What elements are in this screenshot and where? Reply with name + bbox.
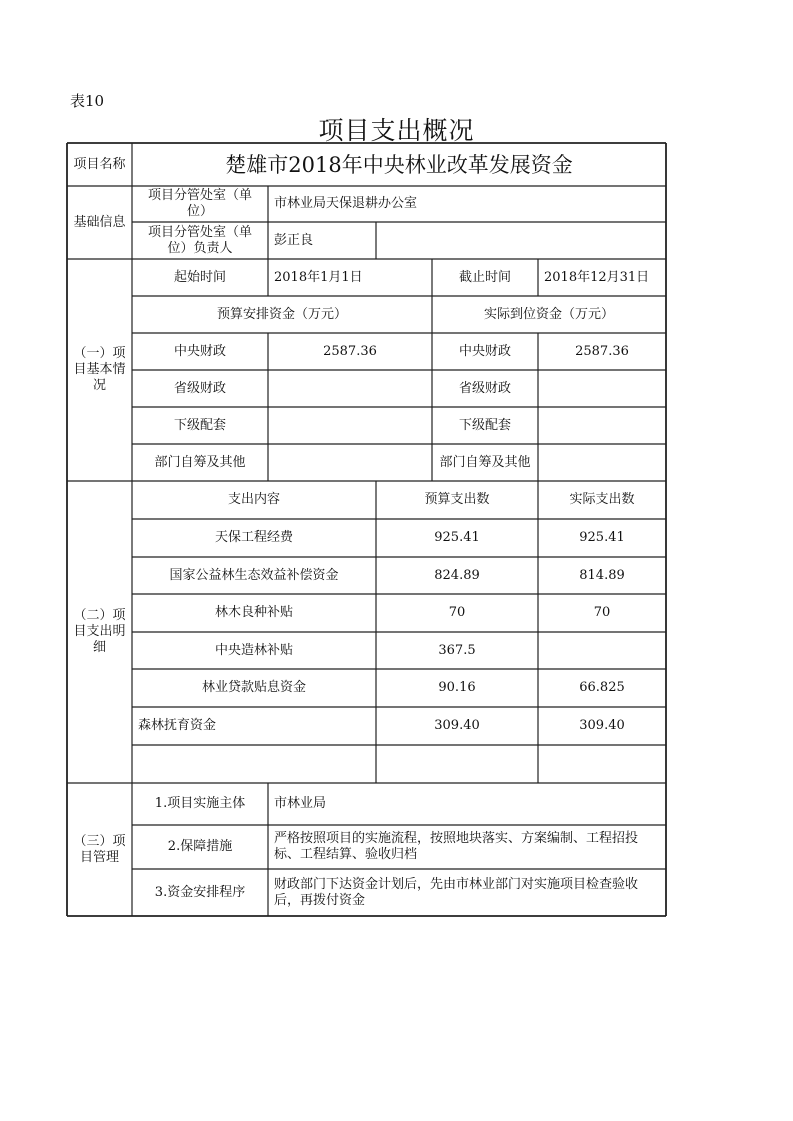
expense-budget: 367.5	[438, 642, 476, 658]
expense-content: 森林抚育资金	[138, 718, 217, 733]
expense-content: 林业贷款贴息资金	[201, 680, 306, 695]
management-section-label: （三）项目管理	[73, 833, 126, 865]
head-label: 项目分管处室（单位）负责人	[147, 224, 252, 256]
expense-budget: 70	[448, 605, 466, 620]
management-item-label: 2.保障措施	[167, 839, 233, 854]
expense-content: 中央造林补贴	[214, 642, 293, 658]
expense-actual: 814.89	[579, 567, 625, 583]
funding-source-label: 中央财政	[173, 343, 226, 359]
basic-situation-section-label: （一）项目基本情况	[73, 346, 126, 393]
funding-source-label: 省级财政	[173, 380, 226, 396]
expense-budget: 309.40	[434, 718, 480, 733]
dept-value: 市林业局天保退耕办公室	[274, 196, 418, 211]
budget-amount	[268, 370, 432, 407]
funding-source-label: 下级配套	[173, 417, 226, 433]
project-name-value: 楚雄市2018年中央林业改革发展资金	[225, 152, 573, 177]
end-time-label: 截止时间	[458, 269, 511, 285]
expense-content: 天保工程经费	[214, 530, 293, 545]
expense-detail-section-label: （二）项目支出明细	[73, 608, 126, 655]
funding-source-label: 中央财政	[458, 343, 511, 359]
funding-source-label: 部门自筹及其他	[154, 454, 246, 470]
expense-content: 国家公益林生态效益补偿资金	[169, 567, 339, 583]
expense-content	[132, 745, 376, 783]
expense-actual: 309.40	[579, 718, 625, 733]
expense-budget: 824.89	[434, 567, 480, 583]
expense-budget	[376, 745, 538, 783]
head-value: 彭正良	[274, 232, 314, 248]
column-header-content: 支出内容	[227, 492, 280, 507]
table-number-label: 表10	[70, 92, 105, 110]
expense-budget: 925.41	[434, 530, 480, 545]
actual-amount	[538, 407, 666, 444]
expense-actual: 925.41	[579, 530, 625, 545]
start-time-value: 2018年1月1日	[274, 269, 363, 285]
basic-info-section-label: 基础信息	[73, 214, 126, 230]
budget-amount	[268, 407, 432, 444]
actual-amount	[538, 444, 666, 481]
column-header-budget: 预算支出数	[424, 492, 490, 507]
management-item-value: 严格按照项目的实施流程，按照地块落实、方案编制、工程招投标、工程结算、验收归档	[274, 831, 639, 862]
expense-actual: 66.825	[579, 680, 625, 695]
expense-budget: 90.16	[438, 680, 476, 695]
dept-label: 项目分管处室（单位）	[147, 188, 252, 219]
project-name-label: 项目名称	[73, 156, 126, 172]
budget-funds-header: 预算安排资金（万元）	[216, 306, 347, 322]
budget-amount: 2587.36	[323, 343, 377, 359]
actual-funds-header: 实际到位资金（万元）	[483, 306, 614, 322]
expense-actual	[538, 632, 666, 669]
expense-content: 林木良种补贴	[214, 605, 293, 620]
funding-source-label: 下级配套	[458, 417, 511, 433]
management-item-value: 财政部门下达资金计划后，先由市林业部门对实施项目检查验收后，再拨付资金	[274, 876, 639, 908]
expense-actual: 70	[593, 605, 611, 620]
start-time-label: 起始时间	[173, 269, 226, 285]
page-title: 项目支出概况	[318, 116, 475, 145]
management-item-label: 1.项目实施主体	[154, 796, 246, 811]
actual-amount: 2587.36	[575, 343, 629, 359]
management-item-label: 3.资金安排程序	[154, 884, 246, 900]
actual-amount	[538, 370, 666, 407]
funding-source-label: 省级财政	[458, 380, 511, 396]
management-item-value: 市林业局	[274, 796, 327, 811]
funding-source-label: 部门自筹及其他	[439, 454, 531, 470]
end-time-value: 2018年12月31日	[544, 269, 650, 285]
column-header-actual: 实际支出数	[569, 492, 635, 507]
expense-actual	[538, 745, 666, 783]
budget-amount	[268, 444, 432, 481]
